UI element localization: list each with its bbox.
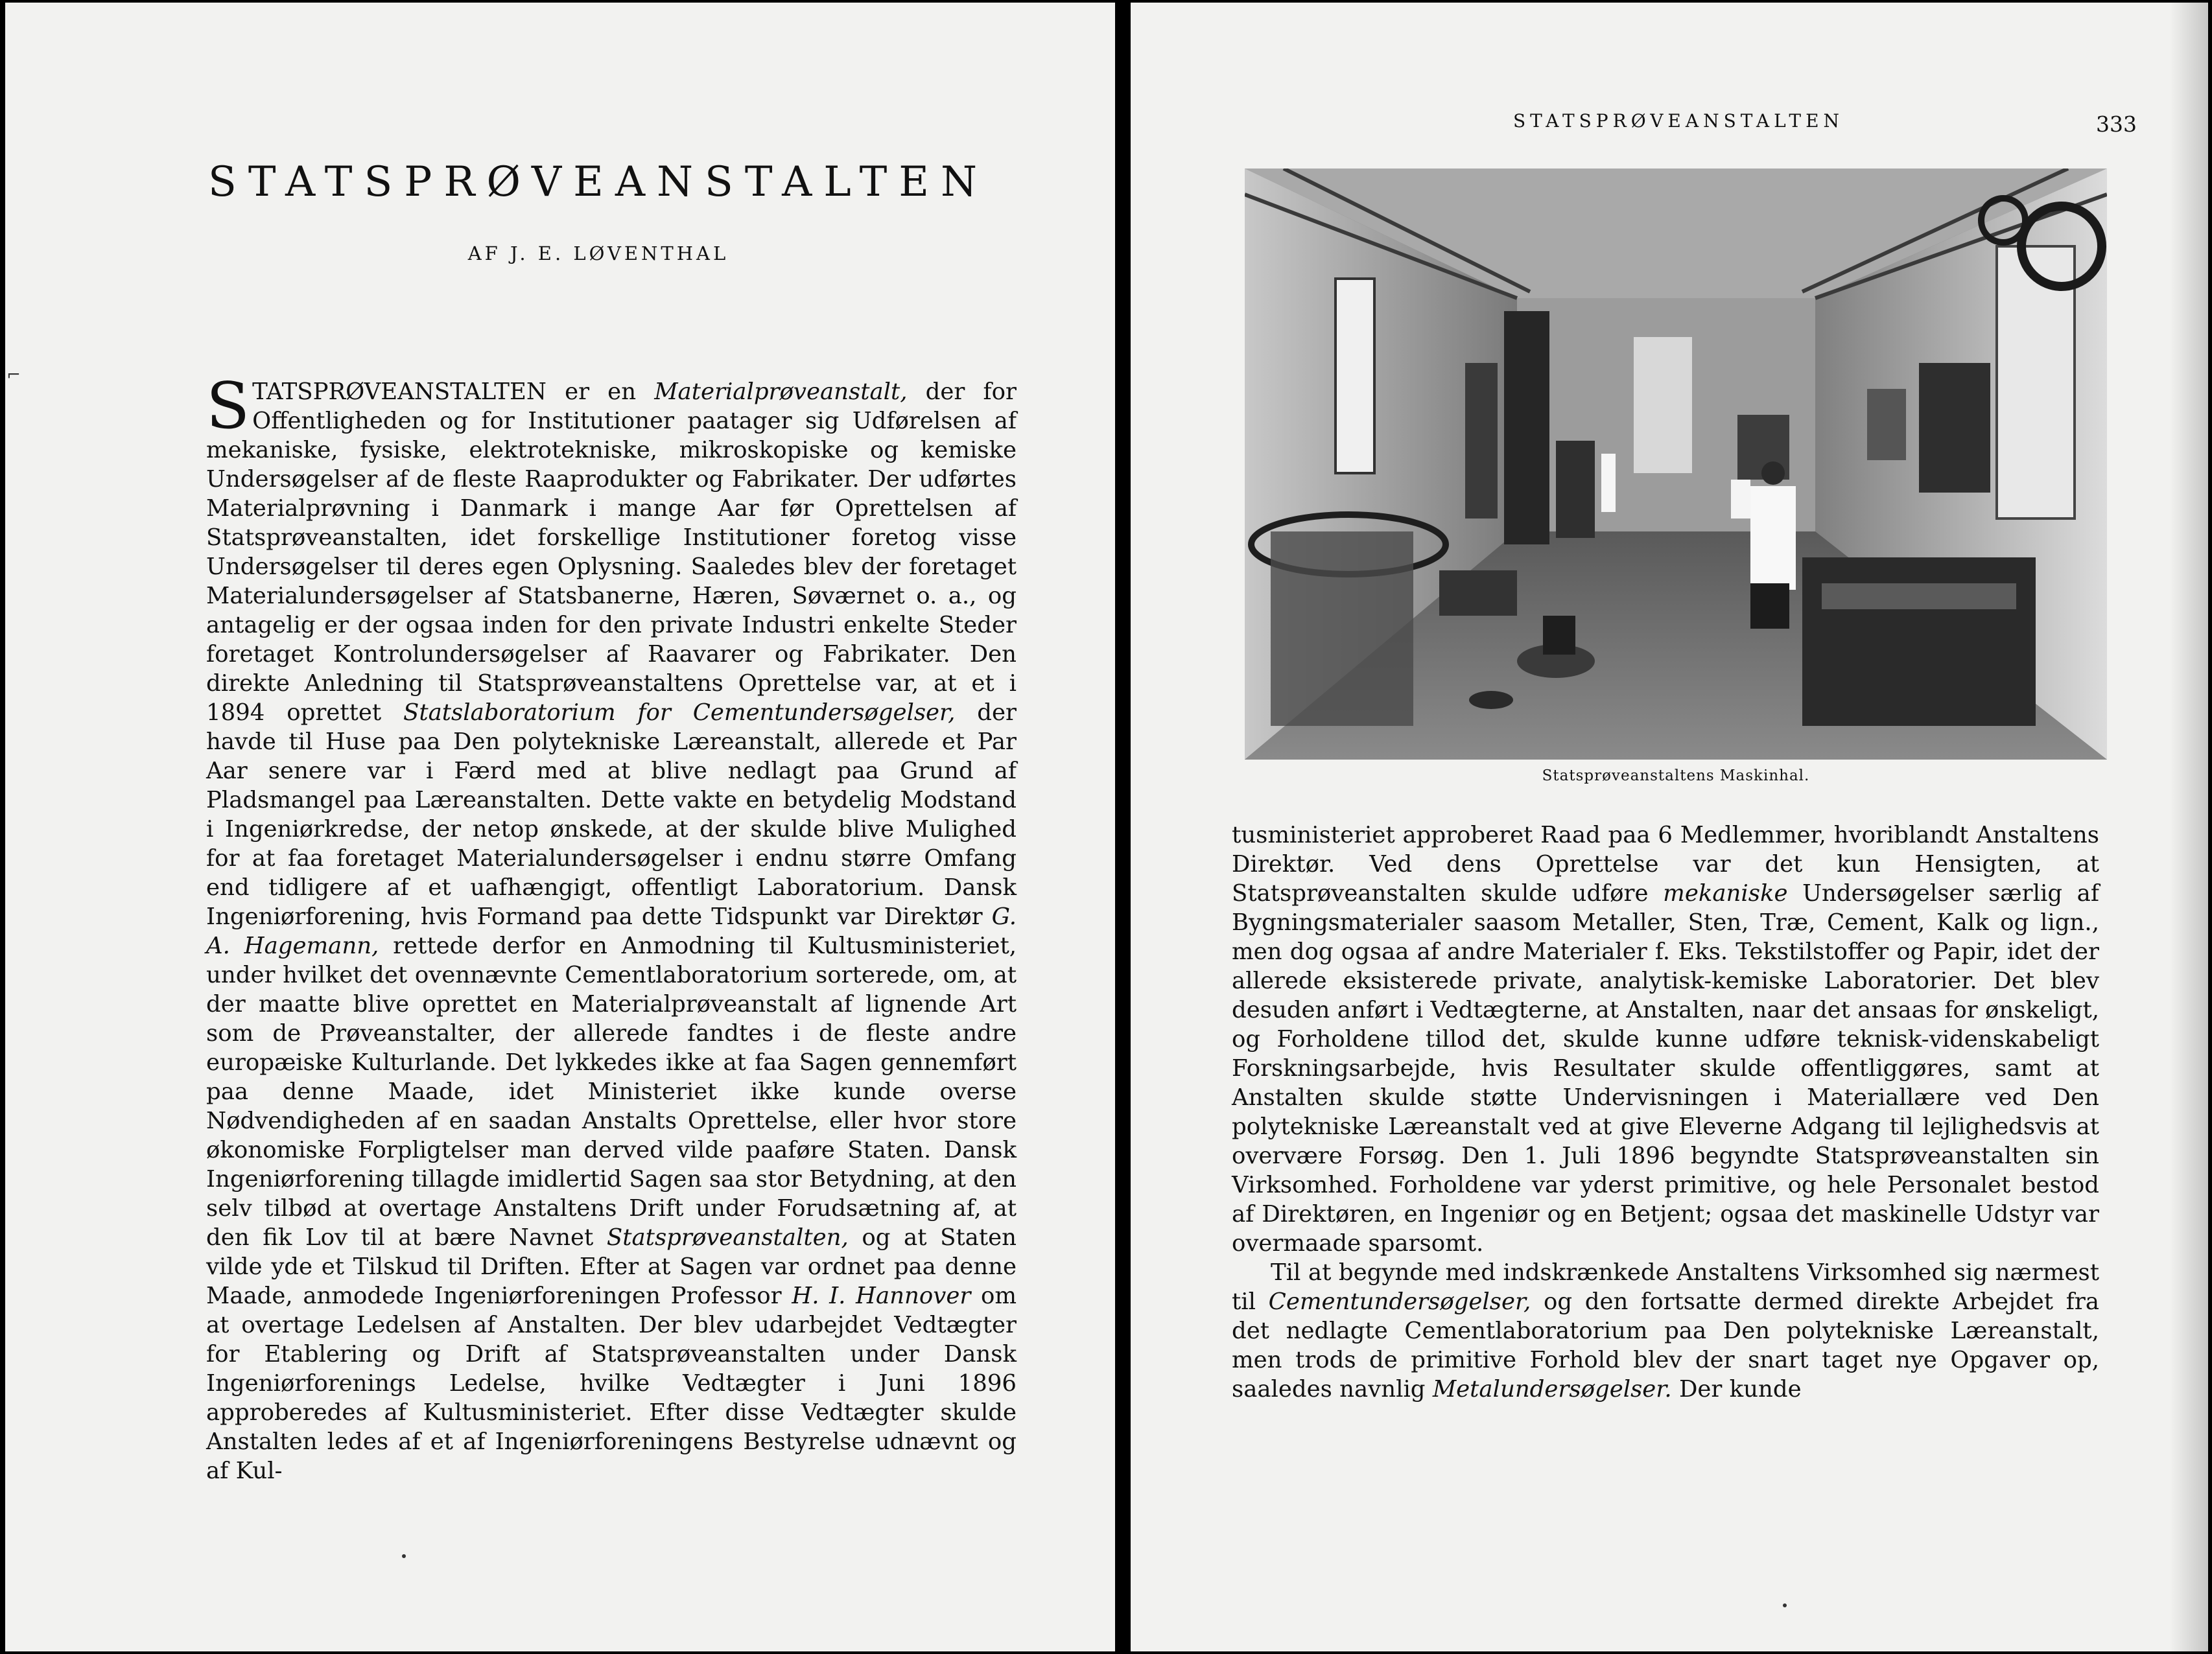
article-author: AF J. E. LØVENTHAL <box>467 242 729 264</box>
page-number: 333 <box>2096 111 2137 137</box>
left-paragraph-runs <box>206 369 1017 1484</box>
italic-run: Materialprøveanstalt, <box>654 379 908 405</box>
text-run: om at overtage Ledelsen af Anstalten. Der blev udarbejdet Vedtægter for Etablering og Drift af Statsprøveanstalten under Dansk Ingeniørforenings Ledelse, hvilke Vedtægter i Juni 1896 approberedes af Kultusministeriet. Efter disse Vedtægter skulde Anstalten ledes af et af Ingeniørforeningens Bestyrelse udnævnt og af Kul- <box>206 1283 1017 1484</box>
margin-mark: ⌐ <box>6 366 21 385</box>
left-paragraph <box>206 369 1017 1485</box>
paper-speck <box>402 1554 406 1558</box>
text-run: Til at begynde med indskrænkede Anstaltens Virksomhed sig nærmest til <box>1232 1259 2099 1315</box>
right-paragraph-1 <box>1232 821 2099 1258</box>
paper-speck <box>1783 1603 1787 1607</box>
photo-caption: Statsprøveanstaltens Maskinhal. <box>1542 767 1810 784</box>
drop-cap: S <box>206 369 250 443</box>
left-page <box>5 3 1115 1651</box>
italic-run: Statsprøveanstalten, <box>606 1224 849 1251</box>
left-body-text <box>206 369 1017 1484</box>
italic-run: Cementundersøgelser, <box>1268 1288 1531 1315</box>
text-run: Undersøgelser særlig af Bygningsmaterialer saasom Metaller, Sten, Træ, Cement, Kalk og lign., men dog ogsaa af andre Materialer f. Eks. Tekstilstoffer og Papir, idet der allerede eksisterede private, analytisk-kemiske Laboratorier. Det blev desuden anført i Vedtægterne, at Anstalten, naar det ansaas for ønskeligt, og Forholdene tillod det, skulde kunne udføre teknisk-videnskabeligt Forskningsarbejde, hvis Resultater skulde offentliggøres, samt at Anstalten skulde støtte Undervisningen i Materiallære ved Den polytekniske Læreanstalt ved at give Eleverne Adgang til lejlighedsvis at overvære Forsøg. Den 1. Juli 1896 begyndte Statsprøveanstalten sin Virksomhed. Forholdene var yderst primitive, og hele Personalet bestod af Direktøren, en Ingeniør og en Betjent; ogsaa det maskinelle Udstyr var overmaade sparsomt. <box>1232 880 2100 1257</box>
italic-run: Statslaboratorium for Cementundersøgelser, <box>403 699 956 726</box>
text-run: rettede derfor en Anmodning til Kultusministeriet, under hvilket det ovennævnte Cementlaboratorium sorterede, om, at der maatte blive oprettet en Materialprøveanstalt af lignende Art som de Prøveanstalter, der allerede fandtes i de fleste andre europæiske Kulturlande. Det lykkedes ikke at faa Sagen gennemført paa denne Maade, idet Ministeriet ikke kunde overse Nødvendigheden af en saadan Anstalts Oprettelse, eller hvor store økonomiske Forpligtelser man derved vilde paaføre Staten. Dansk Ingeniørforening tillagde imidlertid Sagen saa stor Betydning, at den selv tilbød at overtage Anstaltens Drift under Forudsætning af, at den fik Lov til at bære Navnet <box>206 933 1017 1251</box>
text-run: der for Offentligheden og for Institutioner paatager sig Udførelsen af mekaniske, fysiske, elektrotekniske, mikroskopiske og kemiske Undersøgelser af de fleste Raaprodukter og Fabrikater. Der udførtes Materialprøvning i Danmark i mange Aar før Oprettelsen af Statsprøveanstalten, idet forskellige Institutioner foretog visse Undersøgelser til deres egen Oplysning. Saaledes blev der foretaget Materialundersøgelser af Statsbanerne, Hæren, Søværnet o. a., og antagelig er der ogsaa inden for den private Industri enkelte Steder foretaget Kontrolundersøgelser af Raavarer og Fabrikater. Den direkte Anledning til Statsprøveanstaltens Oprettelse var, at et i 1894 oprettet <box>206 379 1017 726</box>
italic-run: G. A. Hagemann, <box>206 903 1017 959</box>
machine-hall-photo <box>1245 169 2107 760</box>
running-head: STATSPRØVEANSTALTEN <box>1512 110 1844 132</box>
text-run: og den fortsatte dermed direkte Arbejdet fra det nedlagte Cementlaboratorium paa Den polytekniske Læreanstalt, men trods de primitive Forhold blev der snart taget nye Opgaver op, saaledes navnlig <box>1232 1288 2099 1403</box>
text-run: Der kunde <box>1671 1376 1802 1403</box>
italic-run: H. I. Hannover <box>792 1283 971 1309</box>
right-body-text <box>1232 821 2099 1404</box>
right-paragraph-2 <box>1232 1258 2099 1404</box>
italic-run: Metalundersøgelser. <box>1432 1376 1672 1403</box>
text-run: og at Staten vilde yde et Tilskud til Driften. Efter at Sagen var ordnet paa denne Maade, anmodede Ingeniørforeningen Professor <box>206 1224 1017 1309</box>
text-run: tusministeriet approberet Raad paa 6 Medlemmer, hvoriblandt Anstaltens Direktør. Ved dens Oprettelse var det kun Hensigten, at Statsprøveanstalten skulde udføre <box>1232 822 2099 907</box>
article-title: STATSPRØVEANSTALTEN <box>208 158 989 206</box>
text-run: der havde til Huse paa Den polytekniske Læreanstalt, allerede et Par Aar senere var i Færd med at blive nedlagt paa Grund af Pladsmangel paa Læreanstalten. Dette vakte en betydelig Modstand i Ingeniørkredse, der netop ønskede, at der skulde blive Mulighed for at faa foretaget Materialundersøgelser i endnu større Omfang end tidligere af et uafhængigt, offentligt Laboratorium. Dansk Ingeniørforening, hvis Formand paa dette Tidspunkt var Direktør <box>206 699 1017 930</box>
text-run: TATSPRØVEANSTALTEN er en <box>252 379 655 405</box>
italic-run: mekaniske <box>1663 880 1788 907</box>
right-page <box>1131 3 2208 1651</box>
